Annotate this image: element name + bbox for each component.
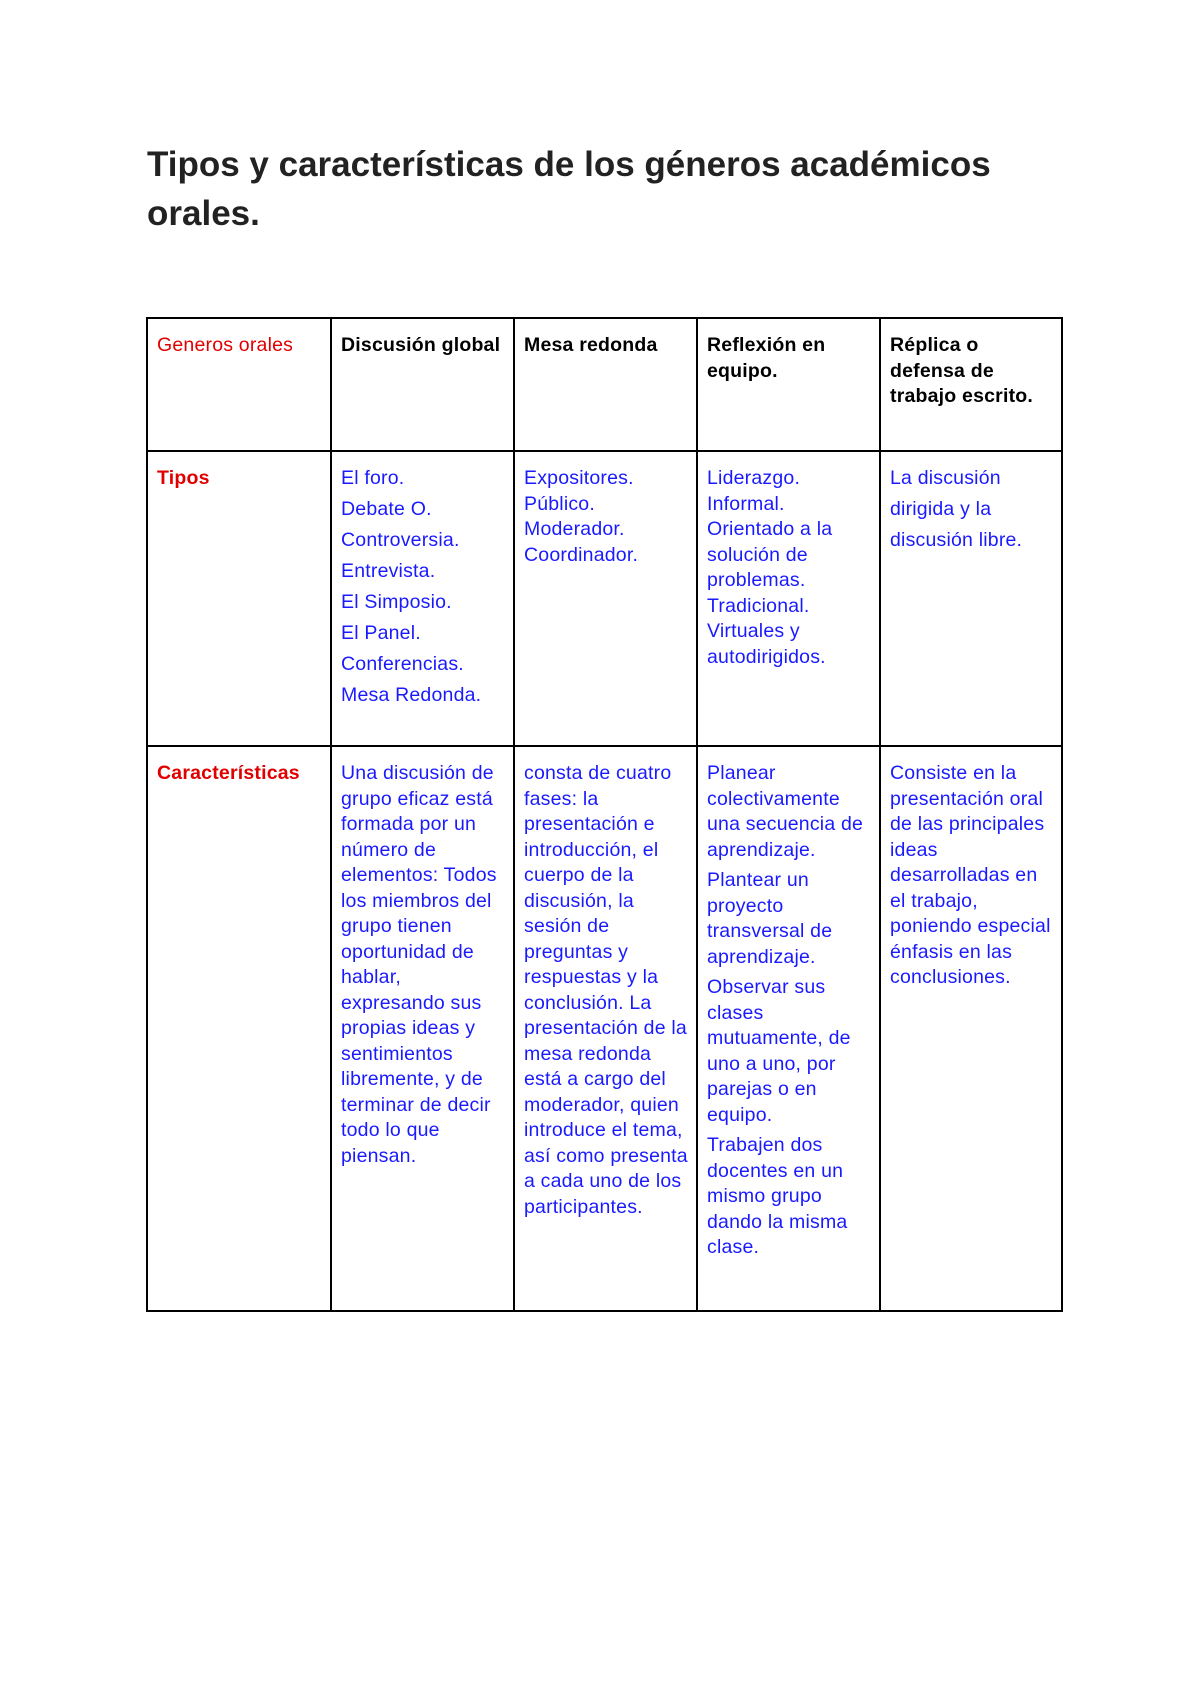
list-item: El Panel. xyxy=(341,622,421,644)
caracteristicas-reflexion-equipo-cell xyxy=(697,746,880,1311)
list-item: Planear colectivamente una secuencia de aprendizaje. xyxy=(707,762,864,861)
header-corner-cell: Generos orales xyxy=(147,318,331,451)
row-label-tipos: Tipos xyxy=(147,451,331,746)
list-item: Tradicional. xyxy=(707,594,810,617)
page-title: Tipos y características de los géneros académicos orales. xyxy=(147,145,991,233)
list-item: Plantear un proyecto transversal de aprendizaje. xyxy=(707,869,833,968)
list-item: La discusión xyxy=(890,467,1001,489)
list-item: Público. xyxy=(524,492,595,515)
header-reflexion-equipo: Reflexión en equipo. xyxy=(697,318,880,451)
list-item: El foro. xyxy=(341,467,405,489)
list-item: Moderador. xyxy=(524,518,625,540)
tipos-mesa-redonda-cell xyxy=(514,451,697,746)
list-item: dirigida y la xyxy=(890,498,992,520)
caracteristicas-replica-cell: Consiste en la presentación oral de las principales ideas desarrolladas en el trabajo, poniendo especial énfasis en las conclusiones. xyxy=(880,746,1062,1311)
genres-table xyxy=(146,317,1063,1312)
list-item: Orientado a la solución de problemas. xyxy=(707,518,833,591)
table-header-row xyxy=(147,318,1062,451)
list-item: Entrevista. xyxy=(341,560,436,582)
tipos-replica-cell xyxy=(880,451,1062,746)
header-replica-defensa: Réplica o defensa de trabajo escrito. xyxy=(880,318,1062,451)
tipos-reflexion-equipo-cell xyxy=(697,451,880,746)
list-item: Mesa Redonda. xyxy=(341,684,482,706)
list-item: Trabajen dos docentes en un mismo grupo dando la misma clase. xyxy=(707,1134,848,1258)
list-item: Liderazgo. xyxy=(707,467,801,489)
caracteristicas-discusion-global-cell: Una discusión de grupo eficaz está formada por un número de elementos: Todos los miembros del grupo tienen oportunidad de hablar, expresando sus propias ideas y sentimientos libremente, y de terminar de decir todo lo que piensan. xyxy=(331,746,514,1311)
list-item: Conferencias. xyxy=(341,653,464,675)
list-item: Debate O. xyxy=(341,498,432,520)
list-item: Observar sus clases mutuamente, de uno a uno, por parejas o en equipo. xyxy=(707,976,851,1126)
list-item: Coordinador. xyxy=(524,543,639,566)
list-item: Informal. xyxy=(707,492,785,515)
tipos-discusion-global-cell xyxy=(331,451,514,746)
header-mesa-redonda: Mesa redonda xyxy=(514,318,697,451)
row-label-caracteristicas: Características xyxy=(147,746,331,1311)
caracteristicas-mesa-redonda-cell: consta de cuatro fases: la presentación e introducción, el cuerpo de la discusión, la sesión de preguntas y respuestas y la conclusión. La presentación de la mesa redonda está a cargo del moderador, quien introduce el tema, así como presenta a cada uno de los participantes. xyxy=(514,746,697,1311)
list-item: Controversia. xyxy=(341,529,460,551)
header-discusion-global: Discusión global xyxy=(331,318,514,451)
list-item: Virtuales y autodirigidos. xyxy=(707,620,826,668)
table-row-tipos xyxy=(147,451,1062,746)
list-item: El Simposio. xyxy=(341,591,452,613)
list-item: Expositores. xyxy=(524,467,634,489)
table-row-caracteristicas xyxy=(147,746,1062,1311)
list-item: discusión libre. xyxy=(890,529,1023,551)
